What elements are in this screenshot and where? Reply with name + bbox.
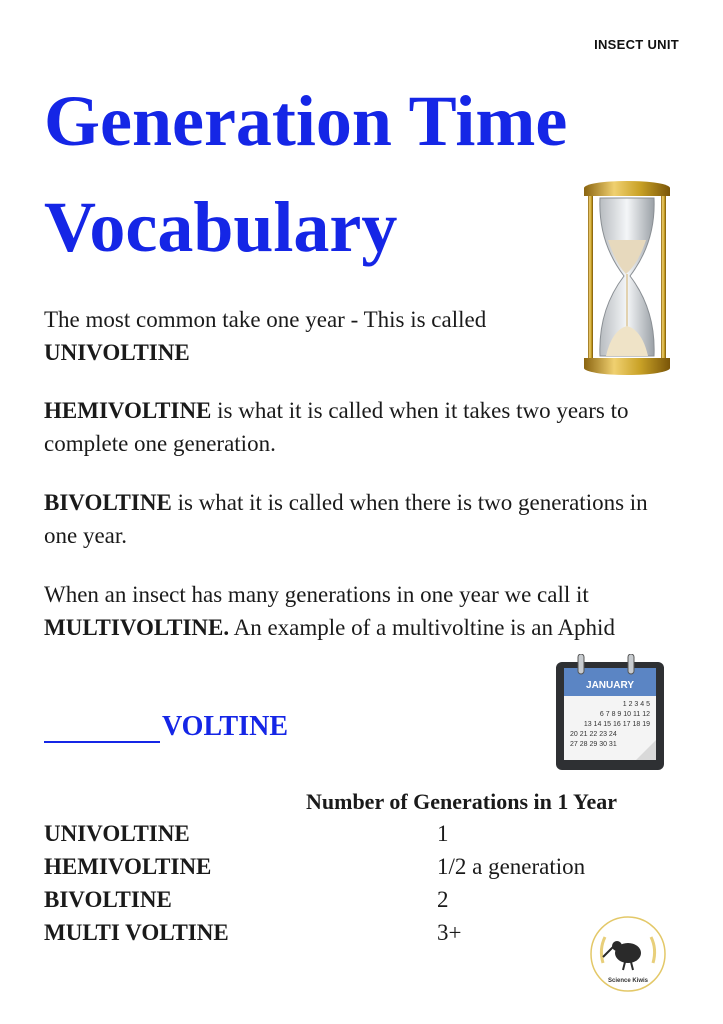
- calendar-icon: [554, 654, 666, 772]
- fill-in-blank: [44, 711, 288, 743]
- row-value: 1/2 a generation: [437, 854, 586, 879]
- table-row: [44, 821, 684, 854]
- row-term: MULTI VOLTINE: [44, 920, 229, 945]
- paragraph-text: When an insect has many generations in one year we call it: [44, 582, 589, 607]
- title-line-1: Generation Time: [44, 81, 568, 161]
- paragraph-bivoltine: [44, 486, 674, 552]
- paragraph-text: is what it is called when there is two generations in one year.: [44, 490, 648, 548]
- fill-in-suffix: VOLTINE: [162, 711, 289, 742]
- paragraph-univoltine: [44, 303, 564, 369]
- calendar-week: 13 14 15 16 17 18 19: [583, 721, 650, 728]
- table-header: Number of Generations in 1 Year: [306, 789, 618, 814]
- paragraph-hemivoltine: [44, 394, 674, 460]
- row-term: BIVOLTINE: [44, 887, 172, 912]
- paragraph-text: The most common take one year - This is called: [44, 307, 487, 332]
- term-multivoltine: MULTIVOLTINE.: [44, 615, 230, 640]
- calendar-week: 6 7 8 9 10 11 12: [599, 711, 650, 718]
- page-title: [44, 68, 567, 280]
- title-line-2: Vocabulary: [44, 187, 398, 267]
- paragraph-text: An example of a multivoltine is an Aphid: [229, 615, 615, 640]
- paragraph-text: is what it is called when it takes two years to complete one generation.: [44, 398, 629, 456]
- term-univoltine: UNIVOLTINE: [44, 340, 190, 365]
- paragraph-multivoltine: [44, 578, 694, 644]
- table-row: [44, 887, 684, 920]
- calendar-month: JANUARY: [586, 680, 634, 691]
- row-term: UNIVOLTINE: [44, 821, 190, 846]
- row-value: 3+: [437, 920, 462, 945]
- table-row: [44, 920, 684, 953]
- hourglass-icon: [582, 180, 672, 376]
- unit-label: INSECT UNIT: [594, 37, 679, 52]
- logo-text: Science Kiwis: [607, 978, 649, 984]
- row-term: HEMIVOLTINE: [44, 854, 212, 879]
- blank-underline: [44, 712, 160, 743]
- term-hemivoltine: HEMIVOLTINE: [44, 398, 212, 423]
- row-value: 1: [437, 821, 449, 846]
- term-bivoltine: BIVOLTINE: [44, 490, 172, 515]
- science-kiwis-logo-icon: [589, 915, 667, 993]
- calendar-week: 1 2 3 4 5: [622, 701, 650, 708]
- table-row: [44, 854, 684, 887]
- row-value: 2: [437, 887, 449, 912]
- calendar-week: 20 21 22 23 24: [570, 731, 617, 738]
- calendar-week: 27 28 29 30 31: [570, 741, 617, 748]
